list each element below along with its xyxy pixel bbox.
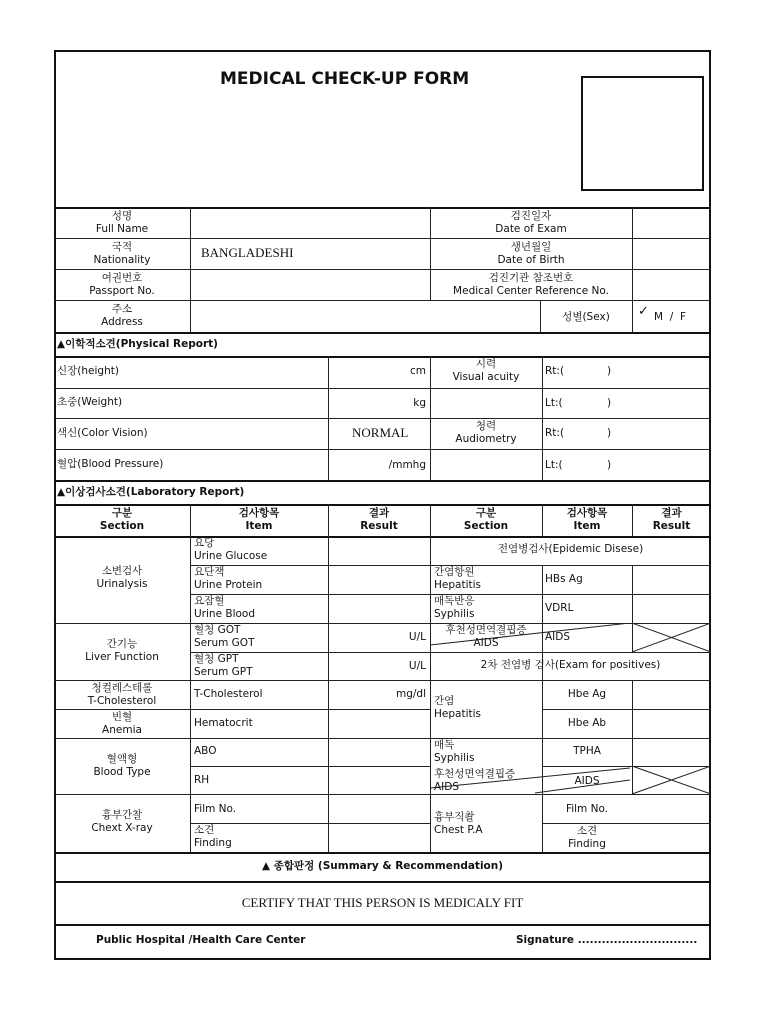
- nationality-value: BANGLADESHI: [201, 245, 294, 260]
- aids-section: 후천성면역결핍증 AIDS: [445, 624, 527, 649]
- audiometry-label: 청력 Audiometry: [455, 420, 517, 445]
- aids-strike-lines: [430, 623, 711, 653]
- blood-type-section: 혈액형 Blood Type: [93, 753, 151, 778]
- visual-right: Rt:(: [545, 365, 565, 377]
- hematocrit-item: Hematocrit: [194, 717, 253, 729]
- hepatitis-section: 간염항원 Hepatitis: [434, 566, 481, 591]
- tpha-item: TPHA: [573, 745, 601, 757]
- vdrl-item: VDRL: [545, 602, 574, 614]
- got-unit: U/L: [408, 631, 426, 643]
- aids-2-strike-lines: [430, 766, 711, 795]
- medical-form: [54, 50, 711, 960]
- rh-item: RH: [194, 774, 210, 786]
- epidemic-header: 전염병검사(Epidemic Disese): [497, 543, 644, 555]
- full-name-label: 성명 Full Name: [95, 210, 149, 235]
- film-no-2-item: Film No.: [565, 803, 609, 815]
- col-section: 구분 Section: [99, 507, 145, 532]
- serum-gpt-item: 혈청 GPT Serum GPT: [194, 653, 253, 678]
- col-item-2: 검사항목 Item: [566, 507, 608, 532]
- visual-acuity-label: 시력 Visual acuity: [452, 358, 520, 383]
- aids-2-item: AIDS: [574, 775, 600, 787]
- summary-header: ▲ 종합판정 (Summary & Recommendation): [261, 860, 504, 872]
- paren: ): [607, 459, 612, 471]
- visual-left: Lt:(: [545, 397, 563, 409]
- urine-protein-item: 요단잭 Urine Protein: [194, 566, 263, 591]
- sex-label: 성별(Sex): [562, 311, 610, 323]
- lab-report-header: ▲이상검사소견(Laboratory Report): [57, 486, 245, 498]
- exam-date-label: 검진일자 Date of Exam: [495, 210, 567, 235]
- cholesterol-item: T-Cholesterol: [194, 688, 263, 700]
- weight-unit: kg: [413, 397, 426, 409]
- syphilis-2-section: 매독 Syphilis: [434, 739, 475, 764]
- signature-line: Signature ..............................: [516, 934, 698, 946]
- second-exam-header: 2차 전염병 검사(Exam for positives): [480, 659, 661, 671]
- birth-date-label: 생년월일 Date of Birth: [497, 241, 565, 266]
- audio-right: Rt:(: [545, 427, 565, 439]
- audio-left: Lt:(: [545, 459, 563, 471]
- xray-section: 흉부간찰 Chext X-ray: [91, 809, 153, 834]
- reference-label: 검진기관 참조번호 Medical Center Reference No.: [453, 272, 609, 297]
- physical-report-header: ▲이학적소견(Physical Report): [57, 338, 218, 350]
- height-unit: cm: [409, 365, 426, 377]
- height-label: 신장(height): [57, 365, 119, 377]
- gpt-unit: U/L: [408, 660, 426, 672]
- passport-label: 여권번호 Passport No.: [89, 272, 155, 297]
- form-title: MEDICAL CHECK-UP FORM: [220, 69, 470, 89]
- col-result-2: 결과 Result: [652, 507, 691, 532]
- address-label: 주소 Address: [101, 303, 143, 328]
- blood-pressure-label: 혈압(Blood Pressure): [57, 458, 164, 470]
- sex-options: M / F: [654, 311, 686, 323]
- urine-blood-item: 요잠혈 Urine Blood: [194, 595, 256, 620]
- aids-2-section: 후천성면역결핍증 AIDS: [434, 768, 516, 793]
- hospital-name: Public Hospital /Health Care Center: [96, 934, 306, 946]
- abo-item: ABO: [194, 745, 217, 757]
- liver-function-section: 간기능 Liver Function: [85, 638, 159, 663]
- summary-text: CERTIFY THAT THIS PERSON IS MEDICALY FIT: [241, 895, 524, 910]
- blood-pressure-unit: /mmhg: [388, 459, 426, 471]
- paren: ): [607, 397, 612, 409]
- urine-glucose-item: 요당 Urine Glucose: [194, 537, 268, 562]
- col-result: 결과 Result: [360, 507, 398, 532]
- color-vision-label: 색신(Color Vision): [57, 427, 148, 439]
- col-section-2: 구분 Section: [463, 507, 509, 532]
- syphilis-section: 매독반응 Syphilis: [434, 595, 475, 620]
- urinalysis-section: 소변검사 Urinalysis: [96, 565, 148, 590]
- serum-got-item: 혈청 GOT Serum GOT: [194, 624, 255, 649]
- sex-check-mark: ✓: [638, 304, 649, 319]
- chest-pa-section: 흉부직촬 Chest P.A: [434, 811, 483, 836]
- film-no-item: Film No.: [194, 803, 237, 815]
- paren: ): [607, 427, 612, 439]
- finding-item: 소견 Finding: [194, 824, 232, 849]
- hbe-ag-item: Hbe Ag: [567, 688, 607, 700]
- nationality-label: 국적 Nationality: [93, 241, 151, 266]
- photo-box: [581, 76, 704, 191]
- hbe-ab-item: Hbe Ab: [567, 717, 607, 729]
- anemia-section: 빈혈 Anemia: [102, 711, 142, 736]
- hepatitis-2-section: 간염 Hepatitis: [434, 695, 481, 720]
- cholesterol-section: 청컬레스테롤 T-Cholesterol: [87, 682, 157, 707]
- aids-item: AIDS: [545, 631, 571, 643]
- weight-label: 초중(Weight): [57, 396, 123, 408]
- color-vision-value: NORMAL: [352, 425, 409, 440]
- hbs-ag-item: HBs Ag: [545, 573, 583, 585]
- paren: ): [607, 365, 612, 377]
- finding-2-item: 소견 Finding: [568, 825, 606, 850]
- cholesterol-unit: mg/dl: [395, 688, 426, 700]
- col-item: 검사항목 Item: [238, 507, 280, 532]
